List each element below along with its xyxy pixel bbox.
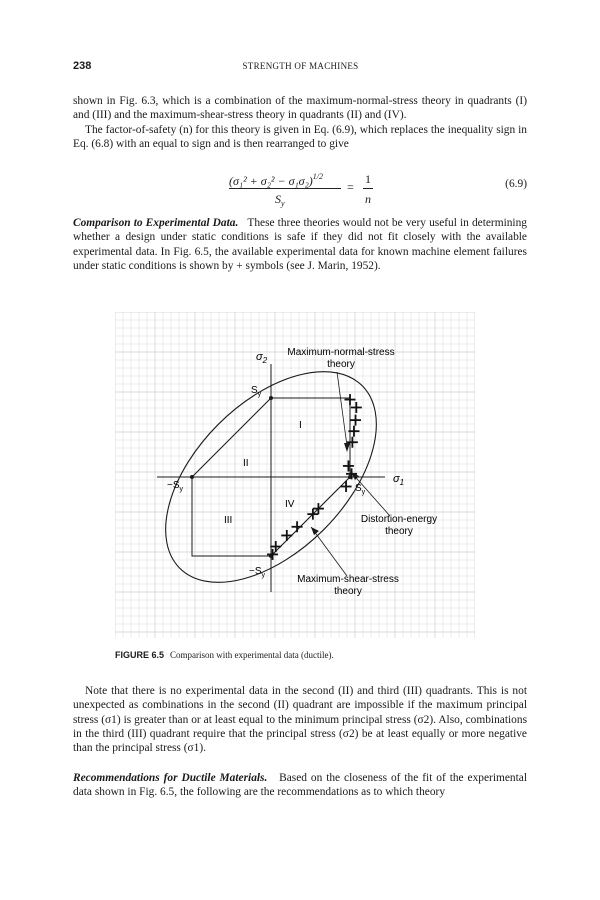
equals-sign: =: [347, 180, 354, 194]
section-recommendations: [73, 771, 527, 800]
rhs-denominator: n: [365, 192, 371, 206]
running-head: STRENGTH OF MACHINES: [242, 61, 359, 71]
data-point-plus: [351, 402, 362, 413]
arrow-max-normal: [344, 443, 350, 452]
data-point-plus: [345, 394, 356, 405]
label-distortion-line2: theory: [385, 526, 413, 537]
rhs-fraction-bar: [363, 188, 373, 189]
label-sy-right: $S_y$: [355, 483, 366, 496]
section-heading-recommendations: Recommendations for Ductile Materials.: [73, 772, 268, 784]
paragraph-quadrant-note: Note that there is no experimental data in the second (II) and third (III) quadrants. This is not unexpected as combinations in the second (II) quadrant are impossible if the maximum principal stress (σ1) is greater than or at least equal to the minimum principal stress (σ2). Also, combinations in the third (III) quadrant require that the principal stress (σ2) be at least equally or more negative than the principal stress (σ1).: [73, 685, 527, 755]
section-comparison: [73, 216, 527, 273]
label-sigma2: $\sigma_2$: [256, 351, 268, 365]
figure-caption-label: FIGURE 6.5: [115, 650, 165, 660]
failure-theory-plot: [115, 312, 475, 638]
grid: [115, 312, 475, 638]
point-neg-sy-left: [190, 475, 194, 479]
rhs-numerator: 1: [365, 172, 371, 186]
equation-number: (6.9): [505, 178, 527, 190]
label-distortion-line1: Distortion-energy: [360, 514, 438, 525]
label-sigma1: $\sigma_1$: [393, 473, 405, 487]
equation-numerator: $(\sigma_1^2 + \sigma_2^2 - \sigma_1\sigma_2)^{1/2}$: [229, 172, 323, 188]
equation-denominator: $S_y$: [275, 192, 285, 208]
leader-max-normal: [337, 372, 347, 446]
figure-caption: [115, 650, 334, 660]
quadrant-label-3: III: [224, 515, 233, 526]
label-max-normal-line1: Maximum-normal-stress: [287, 347, 395, 358]
paragraph-factor-of-safety: The factor-of-safety (n) for this theory is given in Eq. (6.9), which replaces the inequality sign in Eq. (6.8) with an equal to sign and is then rearranged to give: [73, 124, 527, 151]
quadrant-label-1: I: [299, 420, 302, 431]
section-body-recommendations: Based on the closeness of the fit of the experimental data shown in Fig. 6.5, the following are the recommendations as to which theory: [73, 772, 527, 799]
paragraph-intro: shown in Fig. 6.3, which is a combination of the maximum-normal-stress theory in quadrants (I) and (III) and the maximum-shear-stress theory in quadrants (II) and (IV).: [73, 95, 527, 122]
label-neg-sy-left: $-S_y$: [167, 480, 184, 493]
section-heading-comparison: Comparison to Experimental Data.: [73, 217, 239, 229]
label-neg-sy-bottom: $-S_y$: [249, 566, 266, 579]
quadrant-label-4: IV: [285, 499, 295, 510]
point-sy-top: [269, 396, 273, 400]
label-sy-top: $S_y$: [251, 385, 262, 398]
leader-max-shear: [311, 527, 347, 576]
label-max-shear-line1: Maximum-shear-stress: [297, 574, 399, 585]
page-number: 238: [73, 60, 92, 72]
equation-6-9: [73, 162, 527, 212]
data-point-plus: [292, 521, 303, 532]
section-body-comparison: These three theories would not be very useful in determining whether a design under static conditions is safe if they did not fit closely with the available experimental data. In Fig. 6.5, the available experimental data for known machine element failures under static conditions is shown by + symbols (see J. Marin, 1952).: [73, 217, 527, 272]
label-max-shear-line2: theory: [334, 586, 362, 597]
quadrant-label-2: II: [243, 458, 249, 469]
label-max-normal-line2: theory: [327, 359, 355, 370]
fraction-bar: [229, 188, 341, 189]
leader-distortion-energy: [351, 472, 390, 516]
page-header: [73, 60, 528, 74]
figure-caption-text: Comparison with experimental data (ductile).: [170, 650, 334, 660]
figure-6-5: [115, 312, 475, 638]
data-point-plus: [341, 481, 352, 492]
